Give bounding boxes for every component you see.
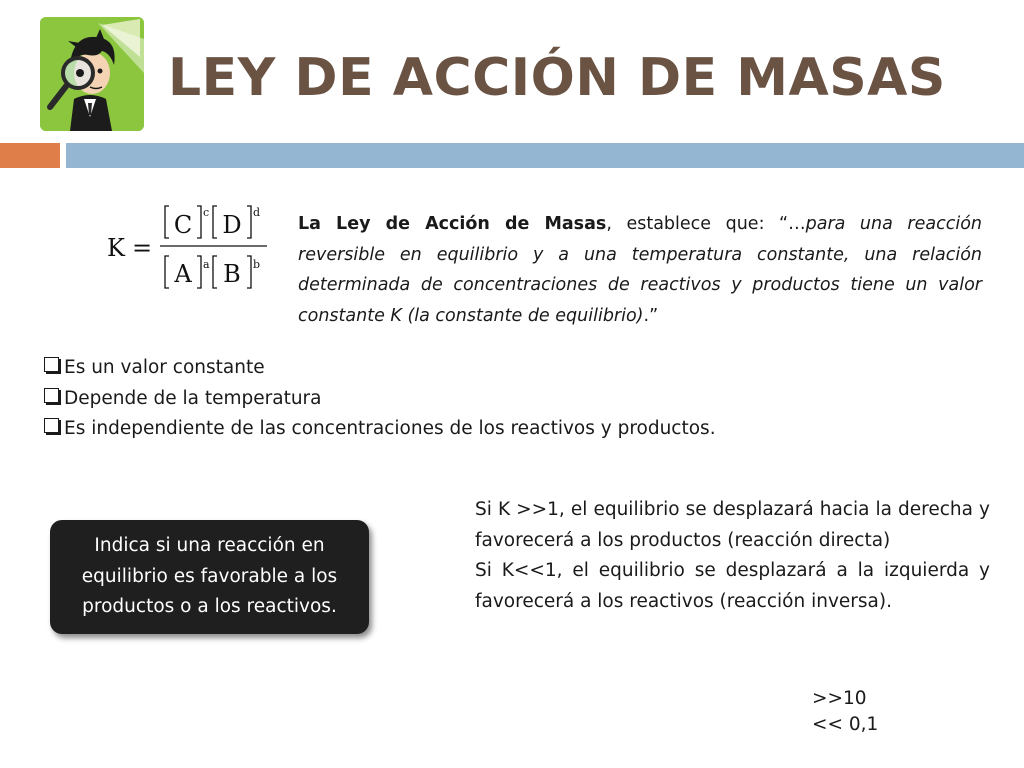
checkbox-bullet-icon — [44, 418, 59, 433]
threshold-greater: >>10 — [812, 688, 867, 709]
definition-middle: , establece que: “… — [606, 214, 806, 234]
formula-equals: = — [132, 234, 153, 262]
definition-end: .” — [643, 305, 659, 326]
numerator-species-1: C — [173, 211, 193, 239]
denominator-species-1: A — [174, 260, 192, 288]
list-item: Depende de la temperatura — [44, 384, 716, 415]
detective-magnifier-icon — [40, 17, 144, 131]
equilibrium-constant-formula — [105, 196, 280, 296]
law-definition — [298, 209, 982, 331]
properties-list — [44, 353, 716, 445]
callout-box — [50, 520, 369, 634]
definition-quote: para una reacción reversible en equilibrio y a una temperatura constante, una relación determinada de concentraciones de reactivos y productos tiene un valor constante K (la constante de equilibrio) — [298, 214, 982, 326]
k-less-text: Si K<<1, el equilibrio se desplazará a la izquierda y favorecerá a los reactivos (reacción inversa). — [475, 560, 990, 612]
numerator-species-2: D — [222, 211, 242, 239]
denominator-species-2: B — [223, 260, 241, 288]
page-title: LEY DE ACCIÓN DE MASAS — [168, 48, 946, 108]
list-item: Es independiente de las concentraciones de los reactivos y productos. — [44, 414, 716, 445]
denominator-exponent-1: a — [203, 258, 210, 271]
checkbox-bullet-icon — [44, 388, 59, 403]
k-greater-text: Si K >>1, el equilibrio se desplazará hacia la derecha y favorecerá a los productos (reacción directa) — [475, 499, 990, 551]
accent-bar-orange — [0, 143, 60, 168]
threshold-less: << 0,1 — [812, 714, 879, 735]
k-interpretation — [475, 495, 990, 617]
denominator-exponent-2: b — [253, 258, 261, 271]
list-item: Es un valor constante — [44, 353, 716, 384]
formula-lhs: K — [107, 234, 125, 262]
accent-bar-blue — [66, 143, 1024, 168]
definition-lead: La Ley de Acción de Masas — [298, 214, 607, 234]
numerator-exponent-2: d — [253, 206, 261, 219]
checkbox-bullet-icon — [44, 357, 59, 372]
threshold-values — [812, 686, 878, 738]
numerator-exponent-1: c — [203, 206, 210, 219]
callout-text: Indica si una reacción en equilibrio es favorable a los productos o a los reactivos. — [81, 535, 338, 618]
